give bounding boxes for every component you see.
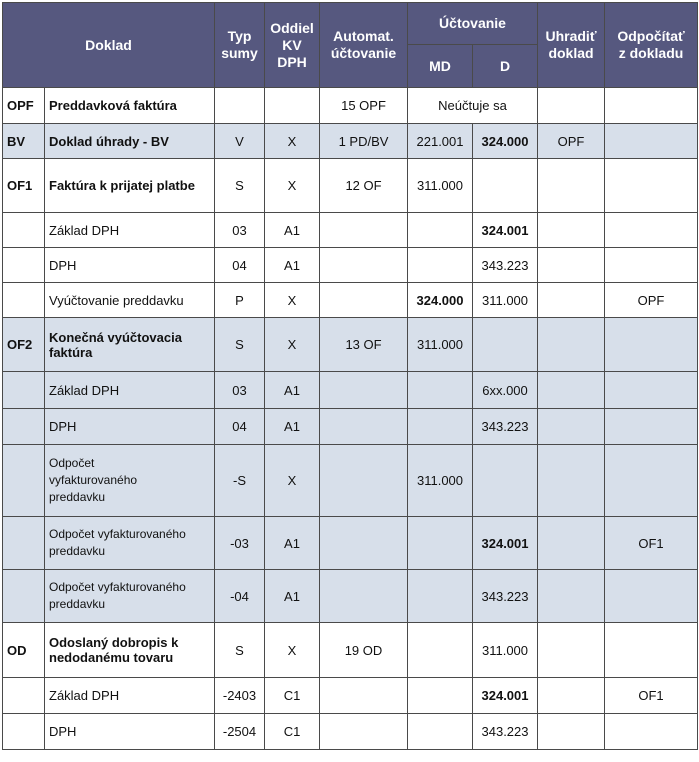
header-oddiel-kv-dph: Oddiel KV DPH	[265, 3, 320, 88]
row-odpocitat	[605, 570, 698, 623]
row-uhradit	[538, 623, 605, 678]
header-odpocitat-z-dokladu: Odpočítať z dokladu	[605, 3, 698, 88]
table-row	[3, 517, 698, 570]
row-auto: 1 PD/BV	[320, 124, 408, 159]
row-code	[3, 372, 45, 409]
row-uhradit	[538, 570, 605, 623]
row-typ: 04	[215, 248, 265, 283]
row-name: Odpočet vyfakturovaného preddavku	[45, 570, 215, 623]
row-odpocitat	[605, 372, 698, 409]
row-auto: 19 OD	[320, 623, 408, 678]
row-oddiel: X	[265, 318, 320, 372]
row-md	[408, 570, 473, 623]
row-oddiel: A1	[265, 248, 320, 283]
row-oddiel: X	[265, 159, 320, 213]
row-code: OD	[3, 623, 45, 678]
row-typ: -03	[215, 517, 265, 570]
row-uhradit	[538, 445, 605, 517]
row-code: OF1	[3, 159, 45, 213]
table-row	[3, 213, 698, 248]
row-d: 324.001	[473, 213, 538, 248]
row-typ: P	[215, 283, 265, 318]
row-code	[3, 283, 45, 318]
table-row	[3, 248, 698, 283]
row-uhradit	[538, 159, 605, 213]
row-auto	[320, 445, 408, 517]
row-auto: 12 OF	[320, 159, 408, 213]
row-oddiel: X	[265, 283, 320, 318]
table-row	[3, 623, 698, 678]
row-name: Doklad úhrady - BV	[45, 124, 215, 159]
row-oddiel: A1	[265, 409, 320, 445]
row-odpocitat	[605, 248, 698, 283]
row-md: 221.001	[408, 124, 473, 159]
row-name: Odpočet vyfakturovaného preddavku	[45, 445, 215, 517]
table-row	[3, 714, 698, 750]
row-uhradit	[538, 213, 605, 248]
row-uhradit	[538, 318, 605, 372]
row-name: Základ DPH	[45, 213, 215, 248]
row-name: DPH	[45, 248, 215, 283]
row-name: DPH	[45, 714, 215, 750]
row-typ	[215, 88, 265, 124]
row-odpocitat: OPF	[605, 283, 698, 318]
row-uhradit: OPF	[538, 124, 605, 159]
row-odpocitat	[605, 318, 698, 372]
row-code	[3, 445, 45, 517]
row-uhradit	[538, 248, 605, 283]
row-odpocitat	[605, 159, 698, 213]
header-uhradit-doklad: Uhradiť doklad	[538, 3, 605, 88]
row-odpocitat	[605, 623, 698, 678]
row-oddiel: C1	[265, 678, 320, 714]
row-typ: -2504	[215, 714, 265, 750]
row-code: BV	[3, 124, 45, 159]
row-name: Základ DPH	[45, 372, 215, 409]
header-uctovanie: Účtovanie	[408, 3, 538, 45]
row-code: OPF	[3, 88, 45, 124]
row-d	[473, 159, 538, 213]
row-name: DPH	[45, 409, 215, 445]
row-odpocitat: OF1	[605, 517, 698, 570]
row-code	[3, 248, 45, 283]
row-oddiel: X	[265, 623, 320, 678]
row-d: 311.000	[473, 283, 538, 318]
row-auto	[320, 570, 408, 623]
row-d: 343.223	[473, 409, 538, 445]
row-d: 343.223	[473, 714, 538, 750]
row-md	[408, 714, 473, 750]
table-row	[3, 124, 698, 159]
row-odpocitat	[605, 88, 698, 124]
row-name: Konečná vyúčtovacia faktúra	[45, 318, 215, 372]
row-d: 343.223	[473, 248, 538, 283]
row-md	[408, 213, 473, 248]
row-md: 324.000	[408, 283, 473, 318]
row-d: 343.223	[473, 570, 538, 623]
row-merged-uctovanie: Neúčtuje sa	[408, 88, 538, 124]
row-typ: V	[215, 124, 265, 159]
row-auto	[320, 678, 408, 714]
row-uhradit	[538, 678, 605, 714]
row-typ: -04	[215, 570, 265, 623]
row-md	[408, 623, 473, 678]
header-doklad: Doklad	[3, 3, 215, 88]
row-odpocitat: OF1	[605, 678, 698, 714]
row-name: Vyúčtovanie preddavku	[45, 283, 215, 318]
row-code	[3, 570, 45, 623]
row-auto	[320, 372, 408, 409]
header-automat-uctovanie: Automat. účtovanie	[320, 3, 408, 88]
row-auto	[320, 714, 408, 750]
row-uhradit	[538, 409, 605, 445]
row-md	[408, 517, 473, 570]
row-auto: 13 OF	[320, 318, 408, 372]
row-uhradit	[538, 714, 605, 750]
row-odpocitat	[605, 213, 698, 248]
row-oddiel	[265, 88, 320, 124]
row-d: 6xx.000	[473, 372, 538, 409]
row-oddiel: A1	[265, 517, 320, 570]
row-md	[408, 678, 473, 714]
row-odpocitat	[605, 714, 698, 750]
table-row	[3, 445, 698, 517]
row-odpocitat	[605, 409, 698, 445]
header-typ-sumy: Typ sumy	[215, 3, 265, 88]
table-row	[3, 678, 698, 714]
row-md: 311.000	[408, 318, 473, 372]
row-typ: S	[215, 318, 265, 372]
row-code	[3, 678, 45, 714]
header-d: D	[473, 45, 538, 88]
row-odpocitat	[605, 445, 698, 517]
row-oddiel: C1	[265, 714, 320, 750]
table-row	[3, 159, 698, 213]
row-oddiel: X	[265, 124, 320, 159]
row-auto: 15 OPF	[320, 88, 408, 124]
row-d: 311.000	[473, 623, 538, 678]
row-d: 324.001	[473, 678, 538, 714]
row-d	[473, 318, 538, 372]
row-d: 324.001	[473, 517, 538, 570]
row-typ: -S	[215, 445, 265, 517]
row-typ: S	[215, 623, 265, 678]
row-code	[3, 714, 45, 750]
row-oddiel: A1	[265, 213, 320, 248]
row-oddiel: A1	[265, 570, 320, 623]
document-table	[2, 2, 698, 750]
row-uhradit	[538, 283, 605, 318]
row-d: 324.000	[473, 124, 538, 159]
row-name: Preddavková faktúra	[45, 88, 215, 124]
row-typ: S	[215, 159, 265, 213]
row-oddiel: A1	[265, 372, 320, 409]
table-row	[3, 570, 698, 623]
row-auto	[320, 248, 408, 283]
row-odpocitat	[605, 124, 698, 159]
row-code	[3, 517, 45, 570]
header-md: MD	[408, 45, 473, 88]
row-uhradit	[538, 372, 605, 409]
row-name: Odoslaný dobropis k nedodanému tovaru	[45, 623, 215, 678]
row-md	[408, 409, 473, 445]
row-typ: -2403	[215, 678, 265, 714]
row-name: Odpočet vyfakturovaného preddavku	[45, 517, 215, 570]
table-row	[3, 88, 698, 124]
row-code	[3, 409, 45, 445]
row-auto	[320, 517, 408, 570]
table-row	[3, 409, 698, 445]
row-oddiel: X	[265, 445, 320, 517]
row-uhradit	[538, 88, 605, 124]
row-typ: 03	[215, 372, 265, 409]
row-code	[3, 213, 45, 248]
row-md	[408, 372, 473, 409]
row-auto	[320, 409, 408, 445]
row-typ: 03	[215, 213, 265, 248]
table-row	[3, 372, 698, 409]
row-name: Faktúra k prijatej platbe	[45, 159, 215, 213]
row-auto	[320, 283, 408, 318]
row-uhradit	[538, 517, 605, 570]
row-auto	[320, 213, 408, 248]
row-md: 311.000	[408, 159, 473, 213]
row-name: Základ DPH	[45, 678, 215, 714]
row-md: 311.000	[408, 445, 473, 517]
row-typ: 04	[215, 409, 265, 445]
table-row	[3, 283, 698, 318]
row-code: OF2	[3, 318, 45, 372]
row-d	[473, 445, 538, 517]
table-row	[3, 318, 698, 372]
row-md	[408, 248, 473, 283]
